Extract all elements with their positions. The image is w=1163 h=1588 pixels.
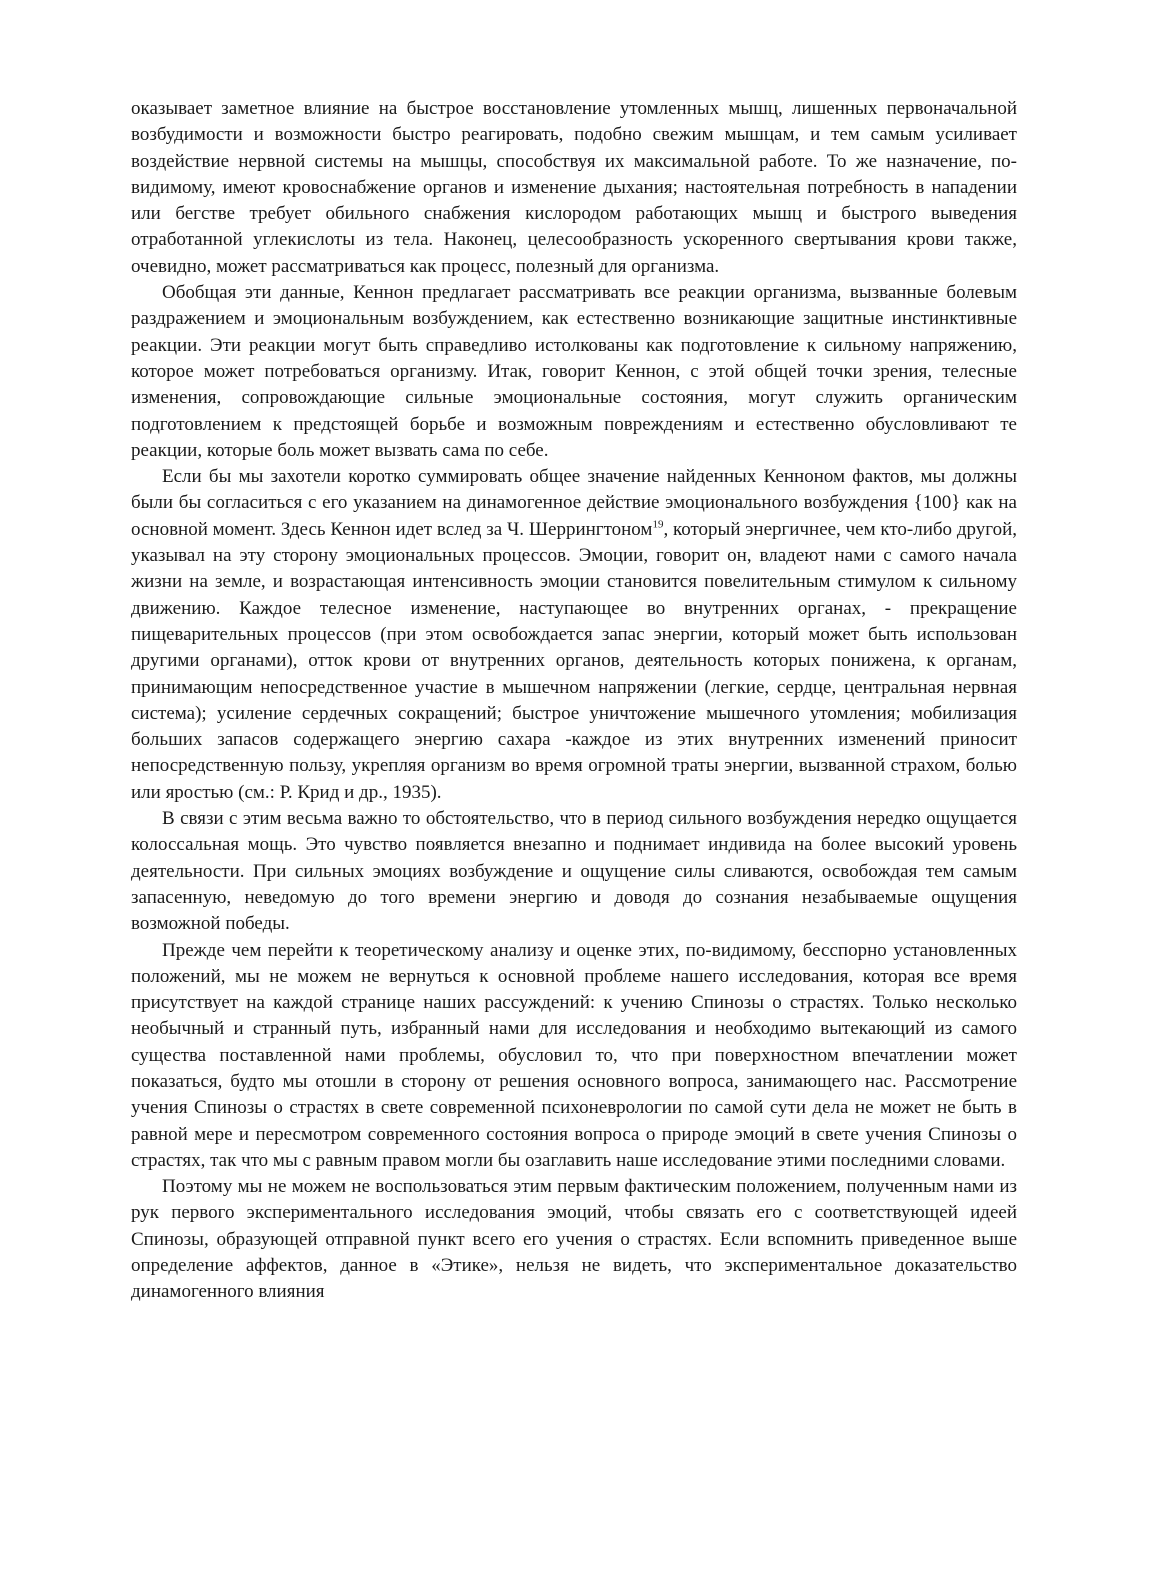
paragraph-3: [131, 464, 1017, 806]
document-page: [131, 96, 1017, 1306]
footnote-marker[interactable]: 19: [652, 518, 664, 531]
paragraph-4: В связи с этим весьма важно то обстоятельство, что в период сильного возбуждения нередко ощущается колоссальная мощь. Это чувство появляется внезапно и поднимает индивида на более высокий уровень деятельности. При сильных эмоциях возбуждение и ощущение силы сливаются, освобождая тем самым запасенную, неведомую до того времени энергию и доводя до сознания незабываемые ощущения возможной победы.: [131, 808, 1017, 935]
paragraph-3-text-before: Если бы мы захотели коротко суммировать общее значение найденных Кенноном фактов, мы должны были бы согласиться с его указанием на динамогенное действие эмоционального возбуждения {100} как на основной момент. Здесь Кеннон идет вслед за Ч. Шеррингтоном: [131, 466, 1017, 540]
paragraph-2: Обобщая эти данные, Кеннон предлагает рассматривать все реакции организма, вызванные болевым раздражением и эмоциональным возбуждением, как естественно возникающие защитные инстинктивные реакции. Эти реакции могут быть справедливо истолкованы как подготовление к сильному напряжению, которое может потребоваться организму. Итак, говорит Кеннон, с этой общей точки зрения, телесные изменения, сопровождающие сильные эмоциональные состояния, могут служить органическим подготовлением к предстоящей борьбе и возможным повреждениям и естественно обусловливают те реакции, которые боль может вызвать сама по себе.: [131, 282, 1017, 461]
paragraph-1: оказывает заметное влияние на быстрое восстановление утомленных мышц, лишенных первоначальной возбудимости и возможности быстро реагировать, подобно свежим мышцам, и тем самым усиливает воздействие нервной системы на мышцы, способствуя их максимальной работе. То же назначение, по-видимому, имеют кровоснабжение органов и изменение дыхания; настоятельная потребность в нападении или бегстве требует обильного снабжения кислородом работающих мышц и быстрого выведения отработанной углекислоты из тела. Наконец, целесообразность ускоренного свертывания крови также, очевидно, может рассматриваться как процесс, полезный для организма.: [131, 98, 1017, 277]
paragraph-3-text-after: , который энергичнее, чем кто-либо другой, указывал на эту сторону эмоциональных процессов. Эмоции, говорит он, владеют нами с самого начала жизни на земле, и возрастающая интенсивность эмоции становится повелительным стимулом к сильному движению. Каждое телесное изменение, наступающее во внутренних органах, - прекращение пищеварительных процессов (при этом освобождается запас энергии, который может быть использован другими органами), отток крови от внутренних органов, деятельность которых понижена, к органам, принимающим непосредственное участие в мышечном напряжении (легкие, сердце, центральная нервная система); усиление сердечных сокращений; быстрое уничтожение мышечного утомления; мобилизация больших запасов содержащего энергию сахара -каждое из этих внутренних изменений приносит непосредственную пользу, укрепляя организм во время огромной траты энергии, вызванной страхом, болью или яростью (см.: Р. Крид и др., 1935).: [131, 518, 1017, 803]
paragraph-6: Поэтому мы не можем не воспользоваться этим первым фактическим положением, полученным нами из рук первого экспериментального исследования эмоций, чтобы связать его с соответствующей идеей Спинозы, образующей отправной пункт всего его учения о страстях. Если вспомнить приведенное выше определение аффектов, данное в «Этике», нельзя не видеть, что экспериментальное доказательство динамогенного влияния: [131, 1176, 1017, 1303]
paragraph-5: Прежде чем перейти к теоретическому анализу и оценке этих, по-видимому, бесспорно установленных положений, мы не можем не вернуться к основной проблеме нашего исследования, которая все время присутствует на каждой странице наших рассуждений: к учению Спинозы о страстях. Только несколько необычный и странный путь, избранный нами для исследования и необходимо вытекающий из самого существа поставленной нами проблемы, обусловил то, что при поверхностном впечатлении может показаться, будто мы отошли в сторону от решения основного вопроса, занимающего нас. Рассмотрение учения Спинозы о страстях в свете современной психоневрологии по самой сути дела не может не быть в равной мере и пересмотром современного состояния вопроса о природе эмоций в свете учения Спинозы о страстях, так что мы с равным правом могли бы озаглавить наше исследование этими последними словами.: [131, 939, 1017, 1171]
